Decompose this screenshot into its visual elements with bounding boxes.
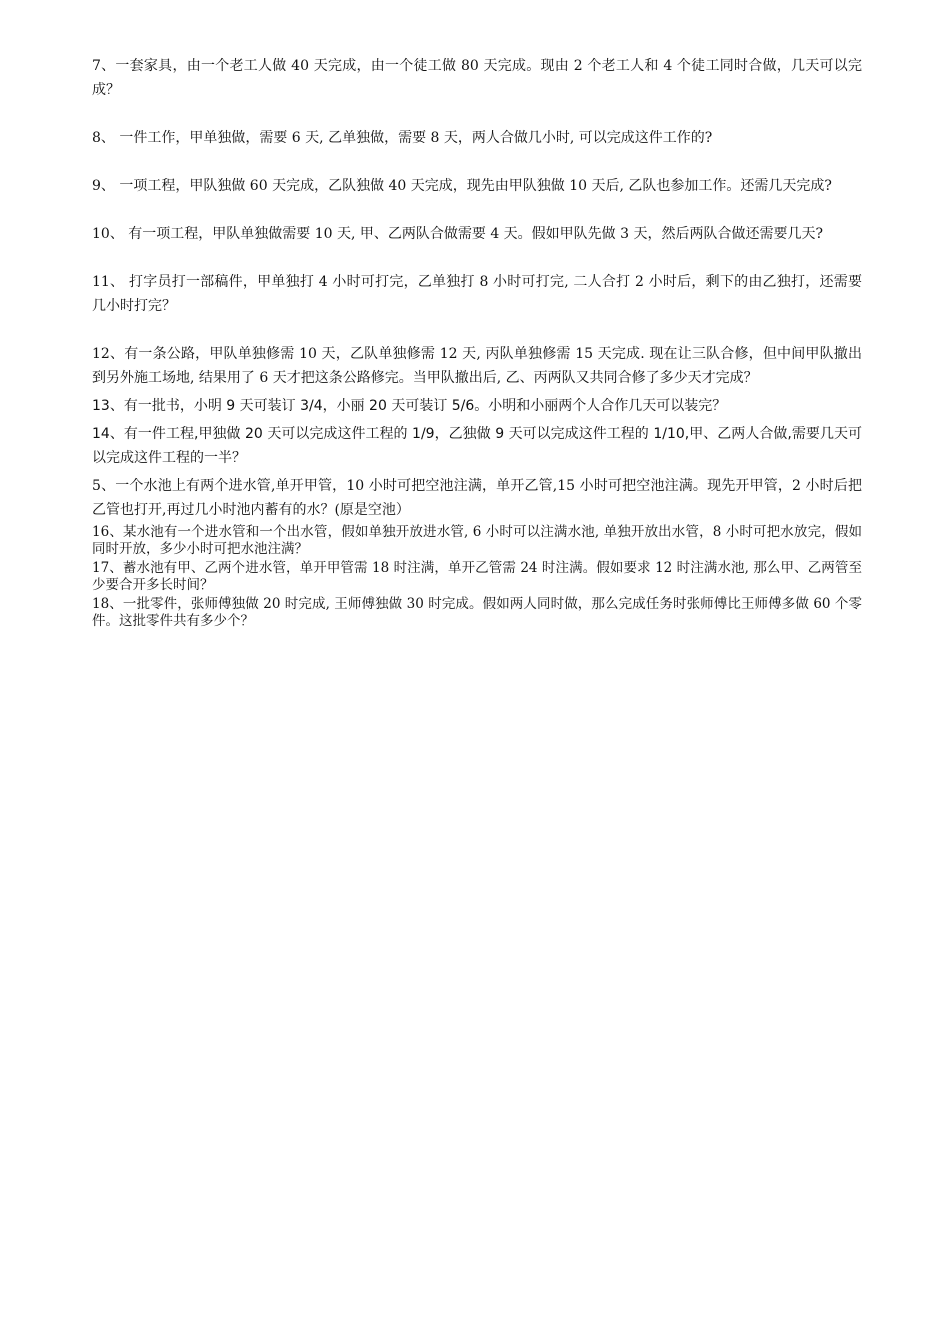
problem-11: 11、 打字员打一部稿件，甲单独打 4 小时可打完，乙单独打 8 小时可打完, 二人合打 2 小时后，剩下的由乙独打，还需要几小时打完？ [92, 274, 862, 314]
problem-18: 18、一批零件，张师傅独做 20 时完成, 王师傅独做 30 时完成。假如两人同时做，那么完成任务时张师傅比王师傅多做 60 个零件。这批零件共有多少个？ [92, 596, 862, 629]
problem-9: 9、 一项工程，甲队独做 60 天完成，乙队独做 40 天完成，现先由甲队独做 10 天后, 乙队也参加工作。还需几天完成? [92, 178, 832, 194]
problem-13: 13、有一批书，小明 9 天可装订 3/4，小丽 20 天可装订 5/6。小明和小丽两个人合作几天可以装完？ [92, 398, 727, 414]
problem-12: 12、有一条公路，甲队单独修需 10 天，乙队单独修需 12 天, 丙队单独修需 15 天完成. 现在让三队合修，但中间甲队撤出到另外施工场地, 结果用了 6 天才把这条公路修完。当甲队撤出后, 乙、丙两队又共同合修了多少天才完成？ [92, 346, 862, 386]
problem-7: 7、一套家具，由一个老工人做 40 天完成，由一个徒工做 80 天完成。现由 2 个老工人和 4 个徒工同时合做，几天可以完成？ [92, 58, 862, 98]
problem-17: 17、蓄水池有甲、乙两个进水管，单开甲管需 18 时注满，单开乙管需 24 时注满。假如要求 12 时注满水池, 那么甲、乙两管至少要合开多长时间？ [92, 560, 862, 593]
problem-16: 16、某水池有一个进水管和一个出水管，假如单独开放进水管, 6 小时可以注满水池, 单独开放出水管，8 小时可把水放完，假如同时开放，多少小时可把水池注满？ [92, 524, 862, 557]
problem-10: 10、 有一项工程，甲队单独做需要 10 天, 甲、乙两队合做需要 4 天。假如甲队先做 3 天，然后两队合做还需要几天? [92, 226, 823, 242]
problem-14: 14、有一件工程,甲独做 20 天可以完成这件工程的 1/9，乙独做 9 天可以完成这件工程的 1/10,甲、乙两人合做,需要几天可以完成这件工程的一半？ [92, 426, 862, 466]
worksheet [92, 54, 862, 630]
problem-5: 5、一个水池上有两个进水管,单开甲管，10 小时可把空池注满，单开乙管,15 小时可把空池注满。现先开甲管，2 小时后把乙管也打开,再过几小时池内蓄有的水？(原是空池） [92, 478, 862, 518]
problem-8: 8、 一件工作，甲单独做，需要 6 天, 乙单独做，需要 8 天，两人合做几小时, 可以完成这件工作的? [92, 130, 713, 146]
